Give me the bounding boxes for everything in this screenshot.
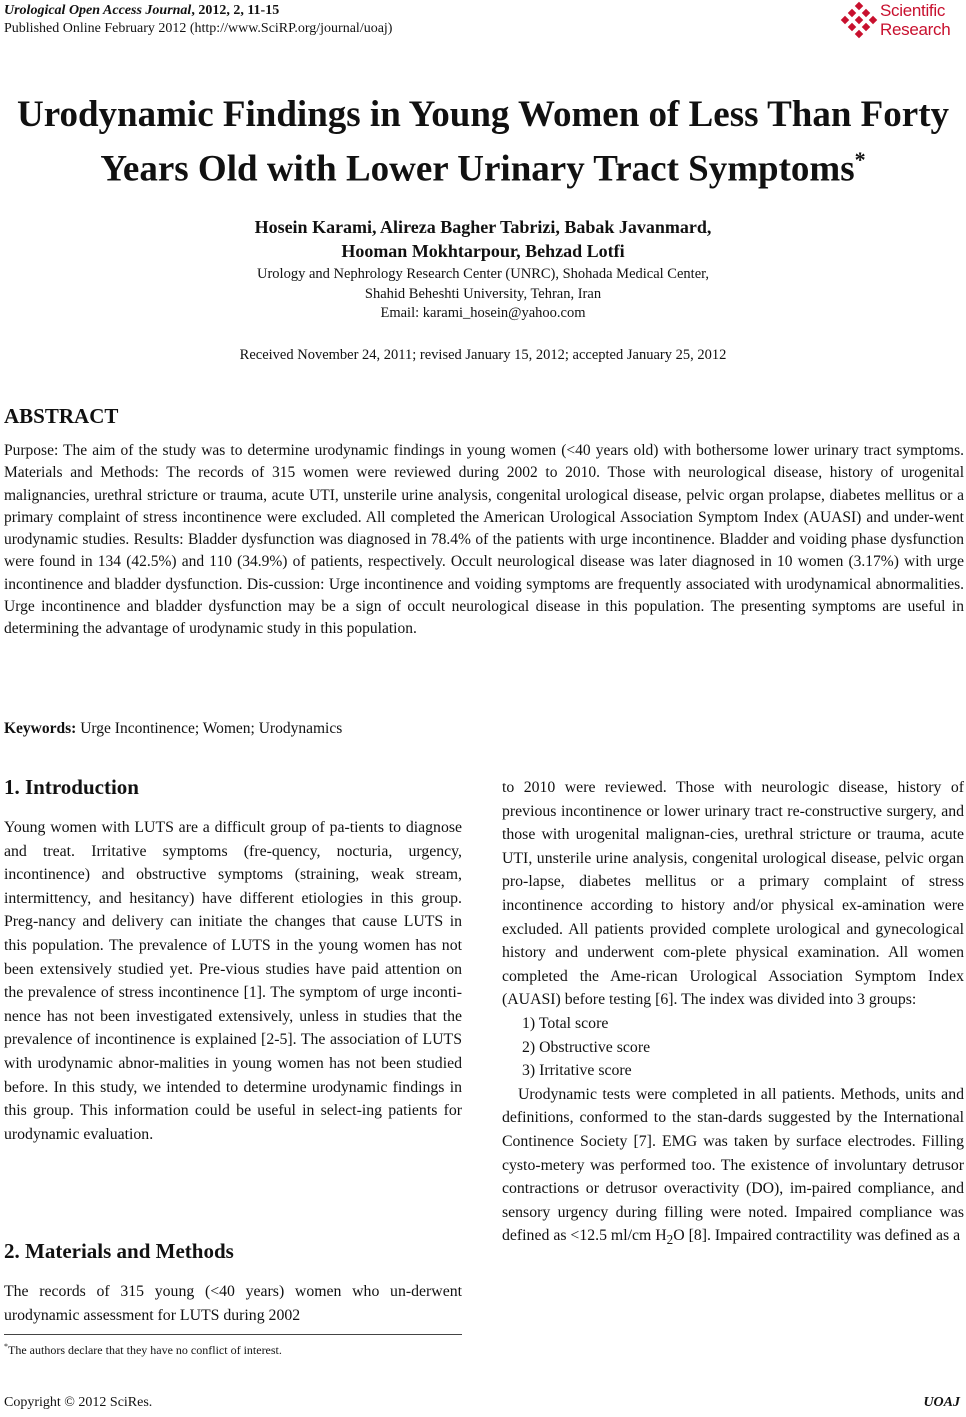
urodynamic-text-b: O [8]. Impaired contractility was defined as a (673, 1227, 961, 1245)
footnote-mark: * (4, 1342, 8, 1351)
intro-paragraph: Young women with LUTS are a difficult group of pa-tients to diagnose and treat. Irritative symptoms (fre-quency, nocturia, urgency, incontinence) and obstructive symptoms (straining, weak stream, intermittency, and hesitancy) have different etiologies in this group. Preg-nancy and delivery can initiate the changes that cause LUTS in this population. The prevalence of LUTS in the young women has not been extensively studied yet. Pre-vious studies have paid attention on the prevalence of stress incontinence [1]. The symptom of urge inconti-nence has not been investigated extensively, unless in studies that the prevalence of incontinence is explained [2-5]. The association of LUTS with urodynamic abnor-malities in young women has not been studied before. In this study, we intended to determine urodynamic findings in this group. This information could be useful in select-ing patients for urodynamic evaluation. (4, 819, 462, 1143)
authors-line-1: Hosein Karami, Alireza Bagher Tabrizi, Babak Javanmard, (254, 217, 712, 237)
article-title (0, 92, 966, 191)
journal-name: Urological Open Access Journal (4, 3, 192, 18)
right-column (502, 776, 964, 1252)
authors-line-2: Hooman Mokhtarpour, Behzad Lotfi (341, 241, 625, 261)
logo-text (880, 1, 950, 39)
abstract-text: Purpose: The aim of the study was to determine urodynamic findings in young women (<40 years old) with bothersome lower urinary tract symptoms. Materials and Methods: The records of 315 women were reviewed during 2002 to 2010. Those with neurological disease, history of urogenital malignancies, urethral stricture or trauma, acute UTI, unsterile urine analysis, congenital urological disease, pelvic organ prolapse, diabetes mellitus or a primary complaint of stress incontinence were excluded. All completed the American Urological Association Symptom Index (AUASI) and under-went urodynamic studies. Results: Bladder dysfunction was diagnosed in 78.4% of the patients with urge incontinence. Bladder and voiding phase dysfunction were found in 134 (42.5%) and 110 (34.9%) of patients, respectively. Occult neurological disease was later diagnosed in 10 women (3.17%) with urge incontinence and bladder dysfunction. Dis-cussion: Urge incontinence and voiding symptoms are frequently associated with urodynamical abnormalities. Urge incontinence and bladder dysfunction may be a sign of occult neurological disease in this population. The presenting symptoms are useful in determining the advantage of urodynamic study in this population. (4, 442, 964, 638)
scientific-research-logo (840, 1, 960, 43)
published-online: Published Online February 2012 (http://www.SciRP.org/journal/uoaj) (4, 21, 393, 36)
logo-line-1: Scientific (880, 1, 946, 20)
list-item: 3) Irritative score (522, 1062, 632, 1080)
footnote-text: The authors declare that they have no conflict of interest. (8, 1343, 282, 1357)
urodynamic-text-a: Urodynamic tests were completed in all patients. Methods, units and definitions, conformed to the stan-dards suggested by the International Continence Society [7]. EMG was taken by surface electrodes. Filling cysto-metery was performed too. The existence of involuntary detrusor contractions or detrusor overactivity (DO), im-paired compliance, and sensory urgency during filling were noted. Impaired compliance was defined as <12.5 ml/cm H (502, 1085, 964, 1245)
copyright: Copyright © 2012 SciRes. (4, 1395, 153, 1410)
list-item: 2) Obstructive score (522, 1038, 651, 1056)
affiliation-line-1: Urology and Nephrology Research Center (UNRC), Shohada Medical Center, (256, 266, 710, 282)
received-dates: Received November 24, 2011; revised January 15, 2012; accepted January 25, 2012 (239, 347, 727, 363)
footnote-divider (4, 1334, 462, 1335)
affiliation-line-2: Shahid Beheshti University, Tehran, Iran (364, 285, 602, 302)
author-email: Email: karami_hosein@yahoo.com (380, 305, 586, 321)
intro-heading: 1. Introduction (4, 775, 139, 799)
methods-heading: 2. Materials and Methods (4, 1239, 234, 1263)
title-line-1: Urodynamic Findings in Young Women of Less Than Forty (16, 94, 950, 135)
title-line-2: Years Old with Lower Urinary Tract Symptoms (100, 148, 855, 190)
footnote (4, 1342, 282, 1358)
keywords-list: Urge Incontinence; Women; Urodynamics (76, 720, 343, 737)
subscript-2: 2 (666, 1232, 674, 1248)
abstract-heading: ABSTRACT (4, 404, 119, 428)
journal-abbreviation: UOAJ (923, 1395, 960, 1410)
keywords (4, 720, 342, 738)
methods-paragraph: The records of 315 young (<40 years) women who un-derwent urodynamic assessment for LUTS during 2002 (4, 1283, 462, 1324)
urodynamic-paragraph (502, 1083, 964, 1252)
keywords-label: Keywords: (4, 720, 77, 737)
logo-diamond-icon (840, 1, 880, 41)
affiliation (0, 265, 966, 324)
methods-paragraph-continued: to 2010 were reviewed. Those with neurologic disease, history of previous incontinence or lower urinary tract re-constructive surgery, and those with urogenital malignan-cies, urethral stricture or trauma, acute UTI, unsterile urine analysis, congenital urological disease, pelvic organ pro-lapse, diabetes mellitus or a primary complaint of stress incontinence according to history and/or physical ex-amination were excluded. All patients provided complete urological and gynecological history and underwent com-plete physical examination. All women completed the Ame-rican Urological Association Symptom Index (AUASI) before testing [6]. The index was divided into 3 groups: (502, 779, 964, 1009)
title-footnote-mark: * (854, 147, 866, 172)
logo-line-2: Research (880, 20, 951, 39)
author-list (0, 215, 966, 263)
list-item: 1) Total score (522, 1014, 609, 1032)
journal-citation (4, 3, 279, 19)
journal-volume: , 2012, 2, 11-15 (191, 3, 280, 18)
